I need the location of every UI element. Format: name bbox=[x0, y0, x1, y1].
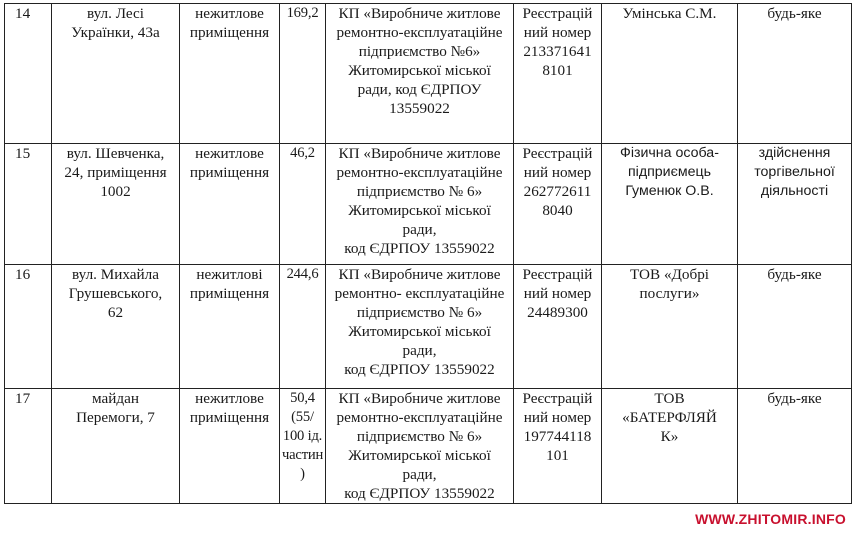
cell-registration-number-line: 101 bbox=[546, 447, 569, 464]
cell-balance-holder-line: Житомирської міської bbox=[348, 323, 491, 340]
cell-balance-holder-line: код ЄДРПОУ 13559022 bbox=[344, 485, 495, 502]
cell-registration-number-line: Реєстрацій bbox=[522, 390, 593, 407]
cell-number bbox=[5, 389, 52, 504]
cell-address-line: 24, приміщення bbox=[64, 164, 167, 181]
cell-area bbox=[280, 265, 326, 389]
cell-area-line: 100 ід. bbox=[282, 428, 323, 444]
cell-balance-holder-line: ради, bbox=[402, 342, 437, 359]
cell-address-line: 1002 bbox=[100, 183, 131, 200]
cell-balance-holder-line: КП «Виробниче житлове bbox=[338, 5, 501, 22]
cell-number bbox=[5, 265, 52, 389]
cell-registration-number-line: 8040 bbox=[542, 202, 573, 219]
cell-balance-holder-line: підприємство №6» bbox=[358, 43, 481, 60]
cell-premises-type bbox=[180, 389, 280, 504]
cell-tenant bbox=[602, 144, 738, 265]
cell-address-line: вул. Шевченка, bbox=[66, 145, 165, 162]
cell-premises-type-line: приміщення bbox=[189, 285, 270, 302]
cell-purpose-line: будь-яке bbox=[767, 266, 822, 283]
cell-balance-holder-line: КП «Виробниче житлове bbox=[338, 145, 501, 162]
cell-purpose-line: будь-яке bbox=[767, 5, 822, 22]
cell-balance-holder-line: Житомирської міської bbox=[348, 62, 491, 79]
cell-premises-type bbox=[180, 144, 280, 265]
cell-area-line: 50,4 bbox=[290, 390, 315, 406]
cell-balance-holder-line: КП «Виробниче житлове bbox=[338, 266, 501, 283]
cell-area bbox=[280, 389, 326, 504]
cell-balance-holder-line: підприємство № 6» bbox=[356, 428, 483, 445]
cell-purpose bbox=[738, 389, 852, 504]
cell-purpose-line: будь-яке bbox=[767, 390, 822, 407]
cell-purpose-line: діяльності bbox=[760, 183, 829, 199]
watermark: WWW.ZHITOMIR.INFO bbox=[692, 510, 849, 528]
cell-balance-holder bbox=[326, 265, 514, 389]
cell-registration-number-line: 197744118 bbox=[523, 428, 592, 445]
cell-tenant-line: ТОВ bbox=[654, 390, 685, 407]
cell-tenant-line: «БАТЕРФЛЯЙ bbox=[622, 409, 717, 426]
cell-registration-number-line: ний номер bbox=[523, 24, 592, 41]
cell-purpose bbox=[738, 4, 852, 144]
cell-address-line: Грушевського, bbox=[68, 285, 163, 302]
cell-balance-holder-line: підприємство № 6» bbox=[356, 183, 483, 200]
cell-area-line: 244,6 bbox=[286, 266, 319, 282]
cell-premises-type-line: приміщення bbox=[189, 409, 270, 426]
cell-balance-holder-line: ради, bbox=[402, 221, 437, 238]
cell-balance-holder bbox=[326, 144, 514, 265]
cell-balance-holder bbox=[326, 4, 514, 144]
cell-address-line: Перемоги, 7 bbox=[76, 409, 155, 426]
cell-balance-holder-line: ремонтно-експлуатаційне bbox=[336, 409, 503, 426]
cell-premises-type-line: нежитлове bbox=[195, 5, 264, 22]
cell-purpose-line: торгівельної bbox=[754, 164, 835, 180]
cell-balance-holder-line: підприємство № 6» bbox=[356, 304, 483, 321]
cell-address bbox=[52, 389, 180, 504]
cell-purpose bbox=[738, 144, 852, 265]
cell-balance-holder-line: ради, bbox=[402, 466, 437, 483]
cell-balance-holder bbox=[326, 389, 514, 504]
cell-area bbox=[280, 144, 326, 265]
cell-purpose bbox=[738, 265, 852, 389]
cell-balance-holder-line: Житомирської міської bbox=[348, 447, 491, 464]
table-row bbox=[5, 144, 852, 265]
cell-address bbox=[52, 144, 180, 265]
cell-tenant bbox=[602, 265, 738, 389]
cell-number-value: 17 bbox=[15, 390, 31, 407]
cell-address bbox=[52, 265, 180, 389]
cell-balance-holder-line: ремонтно- експлуатаційне bbox=[334, 285, 505, 302]
cell-balance-holder-line: ремонтно-експлуатаційне bbox=[336, 164, 503, 181]
cell-tenant-line: Умінська С.М. bbox=[622, 5, 717, 22]
cell-premises-type-line: нежитлове bbox=[195, 390, 264, 407]
cell-premises-type-line: приміщення bbox=[189, 24, 270, 41]
cell-address-line: Українки, 43а bbox=[71, 24, 160, 41]
table-row bbox=[5, 389, 852, 504]
cell-balance-holder-line: ремонтно-експлуатаційне bbox=[336, 24, 503, 41]
cell-registration-number-line: Реєстрацій bbox=[522, 5, 593, 22]
cell-number bbox=[5, 4, 52, 144]
cell-area-line: 169,2 bbox=[286, 5, 319, 21]
cell-registration-number bbox=[514, 265, 602, 389]
cell-registration-number bbox=[514, 4, 602, 144]
cell-registration-number-line: ний номер bbox=[523, 409, 592, 426]
cell-registration-number-line: ний номер bbox=[523, 164, 592, 181]
cell-balance-holder-line: КП «Виробниче житлове bbox=[338, 390, 501, 407]
table-body bbox=[5, 4, 852, 504]
table-row bbox=[5, 265, 852, 389]
cell-registration-number bbox=[514, 389, 602, 504]
cell-balance-holder-line: код ЄДРПОУ 13559022 bbox=[344, 361, 495, 378]
cell-address-line: вул. Лесі bbox=[86, 5, 145, 22]
cell-balance-holder-line: код ЄДРПОУ 13559022 bbox=[344, 240, 495, 257]
cell-premises-type-line: приміщення bbox=[189, 164, 270, 181]
cell-tenant-line: підприємець bbox=[627, 164, 711, 180]
cell-premises-type bbox=[180, 265, 280, 389]
cell-tenant-line: послуги» bbox=[639, 285, 700, 302]
cell-address-line: майдан bbox=[92, 390, 139, 407]
cell-tenant bbox=[602, 389, 738, 504]
cell-area-line: ) bbox=[300, 466, 305, 482]
cell-address-line: 62 bbox=[107, 304, 124, 321]
cell-registration-number-line: 24489300 bbox=[527, 304, 588, 321]
cell-registration-number-line: Реєстрацій bbox=[522, 145, 593, 162]
table-row bbox=[5, 4, 852, 144]
cell-tenant-line: К» bbox=[660, 428, 679, 445]
cell-registration-number bbox=[514, 144, 602, 265]
cell-premises-type-line: нежитлове bbox=[195, 145, 264, 162]
cell-purpose-line: здійснення bbox=[758, 145, 831, 161]
cell-balance-holder-line: Житомирської міської bbox=[348, 202, 491, 219]
cell-balance-holder-line: ради, код ЄДРПОУ bbox=[357, 81, 482, 98]
cell-area-line: частин bbox=[282, 447, 324, 463]
cell-registration-number-line: 262772611 bbox=[523, 183, 592, 200]
cell-number-value: 15 bbox=[15, 145, 31, 162]
cell-area-line: (55/ bbox=[291, 409, 314, 425]
cell-tenant bbox=[602, 4, 738, 144]
cell-address-line: вул. Михайла bbox=[72, 266, 159, 283]
cell-number bbox=[5, 144, 52, 265]
cell-number-value: 14 bbox=[15, 5, 31, 22]
cell-tenant-line: ТОВ «Добрі bbox=[629, 266, 710, 283]
cell-tenant-line: Фізична особа- bbox=[620, 145, 719, 161]
cell-tenant-line: Гуменюк О.В. bbox=[625, 183, 714, 199]
cell-address bbox=[52, 4, 180, 144]
cell-premises-type bbox=[180, 4, 280, 144]
cell-area-line: 46,2 bbox=[290, 145, 315, 161]
lease-table bbox=[4, 3, 852, 504]
cell-registration-number-line: 8101 bbox=[542, 62, 573, 79]
cell-registration-number-line: Реєстрацій bbox=[522, 266, 593, 283]
cell-registration-number-line: 213371641 bbox=[523, 43, 592, 60]
cell-balance-holder-line: 13559022 bbox=[389, 100, 450, 117]
cell-registration-number-line: ний номер bbox=[523, 285, 592, 302]
cell-premises-type-line: нежитлові bbox=[196, 266, 263, 283]
cell-number-value: 16 bbox=[15, 266, 31, 283]
cell-area bbox=[280, 4, 326, 144]
